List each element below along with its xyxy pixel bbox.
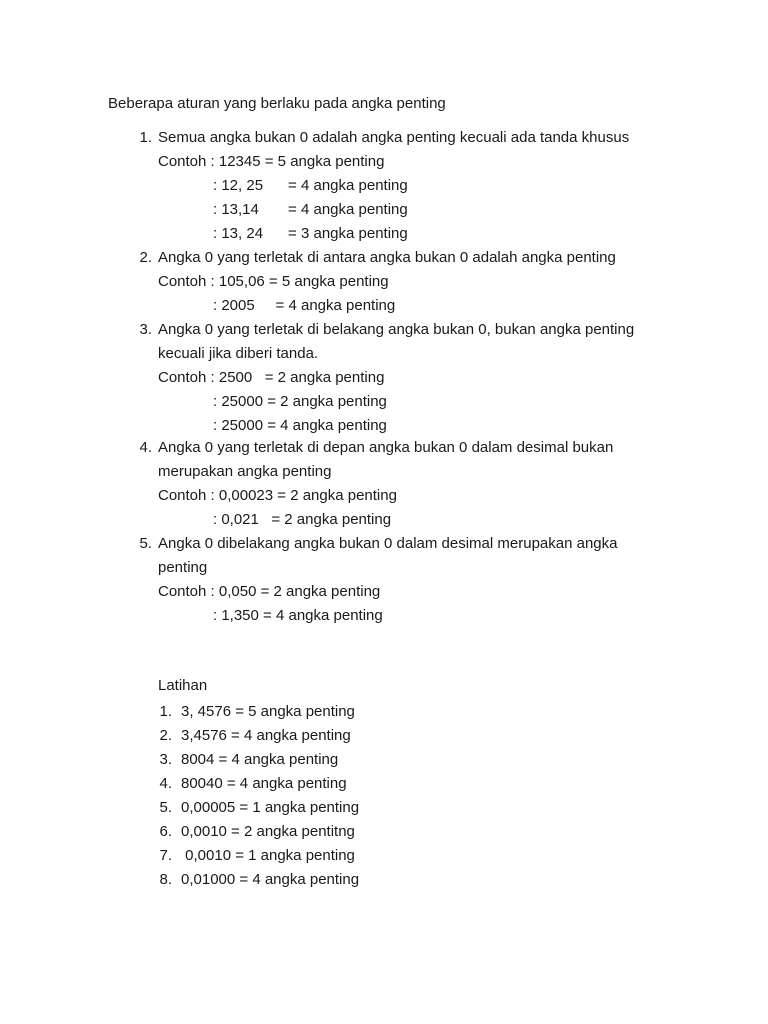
latihan-item-number: 4. bbox=[159, 775, 172, 792]
rule-4-example: : 0,021 = 2 angka penting bbox=[213, 511, 392, 528]
rule-2-example: : 2005 = 4 angka penting bbox=[213, 297, 396, 314]
rule-2-example: Contoh : 105,06 = 5 angka penting bbox=[158, 273, 389, 290]
latihan-item-number: 8. bbox=[159, 871, 172, 888]
latihan-item: 0,0010 = 1 angka penting bbox=[181, 847, 355, 864]
page-title: Beberapa aturan yang berlaku pada angka penting bbox=[108, 95, 446, 112]
latihan-item: 3,4576 = 4 angka penting bbox=[181, 727, 351, 744]
rule-4-text: Angka 0 yang terletak di depan angka bukan 0 dalam desimal bukan bbox=[158, 439, 614, 456]
rule-3-example: : 25000 = 2 angka penting bbox=[213, 393, 387, 410]
rule-3-number: 3. bbox=[139, 321, 152, 338]
rule-4-text: merupakan angka penting bbox=[158, 463, 332, 480]
latihan-item-number: 2. bbox=[159, 727, 172, 744]
rule-5-text: Angka 0 dibelakang angka bukan 0 dalam desimal merupakan angka bbox=[158, 535, 618, 552]
rule-3-text: kecuali jika diberi tanda. bbox=[158, 345, 319, 362]
rule-3-example: : 25000 = 4 angka penting bbox=[213, 417, 387, 434]
rule-1-example: : 12, 25 = 4 angka penting bbox=[213, 177, 408, 194]
rule-5-example: Contoh : 0,050 = 2 angka penting bbox=[158, 583, 381, 600]
latihan-item: 0,00005 = 1 angka penting bbox=[181, 799, 360, 816]
latihan-heading: Latihan bbox=[158, 677, 208, 694]
rule-2-number: 2. bbox=[139, 249, 152, 266]
latihan-item-number: 6. bbox=[159, 823, 172, 840]
rule-1-text: Semua angka bukan 0 adalah angka penting kecuali ada tanda khusus bbox=[158, 129, 630, 146]
latihan-item-number: 1. bbox=[159, 703, 172, 720]
latihan-item: 8004 = 4 angka penting bbox=[181, 751, 339, 768]
rule-1-example: Contoh : 12345 = 5 angka penting bbox=[158, 153, 385, 170]
latihan-item: 80040 = 4 angka penting bbox=[181, 775, 347, 792]
latihan-item: 0,0010 = 2 angka pentitng bbox=[181, 823, 355, 840]
rule-1-example: : 13,14 = 4 angka penting bbox=[213, 201, 408, 218]
rule-5-example: : 1,350 = 4 angka penting bbox=[213, 607, 383, 624]
latihan-item-number: 5. bbox=[159, 799, 172, 816]
rule-5-number: 5. bbox=[139, 535, 152, 552]
rule-1-example: : 13, 24 = 3 angka penting bbox=[213, 225, 408, 242]
latihan-item: 0,01000 = 4 angka penting bbox=[181, 871, 360, 888]
latihan-item: 3, 4576 = 5 angka penting bbox=[181, 703, 355, 720]
rule-3-example: Contoh : 2500 = 2 angka penting bbox=[158, 369, 385, 386]
rule-5-text: penting bbox=[158, 559, 208, 576]
rule-4-number: 4. bbox=[139, 439, 152, 456]
rule-2-text: Angka 0 yang terletak di antara angka bukan 0 adalah angka penting bbox=[158, 249, 616, 266]
latihan-item-number: 3. bbox=[159, 751, 172, 768]
rule-1-number: 1. bbox=[139, 129, 152, 146]
rule-3-text: Angka 0 yang terletak di belakang angka bukan 0, bukan angka penting bbox=[158, 321, 635, 338]
rule-4-example: Contoh : 0,00023 = 2 angka penting bbox=[158, 487, 397, 504]
latihan-item-number: 7. bbox=[159, 847, 172, 864]
